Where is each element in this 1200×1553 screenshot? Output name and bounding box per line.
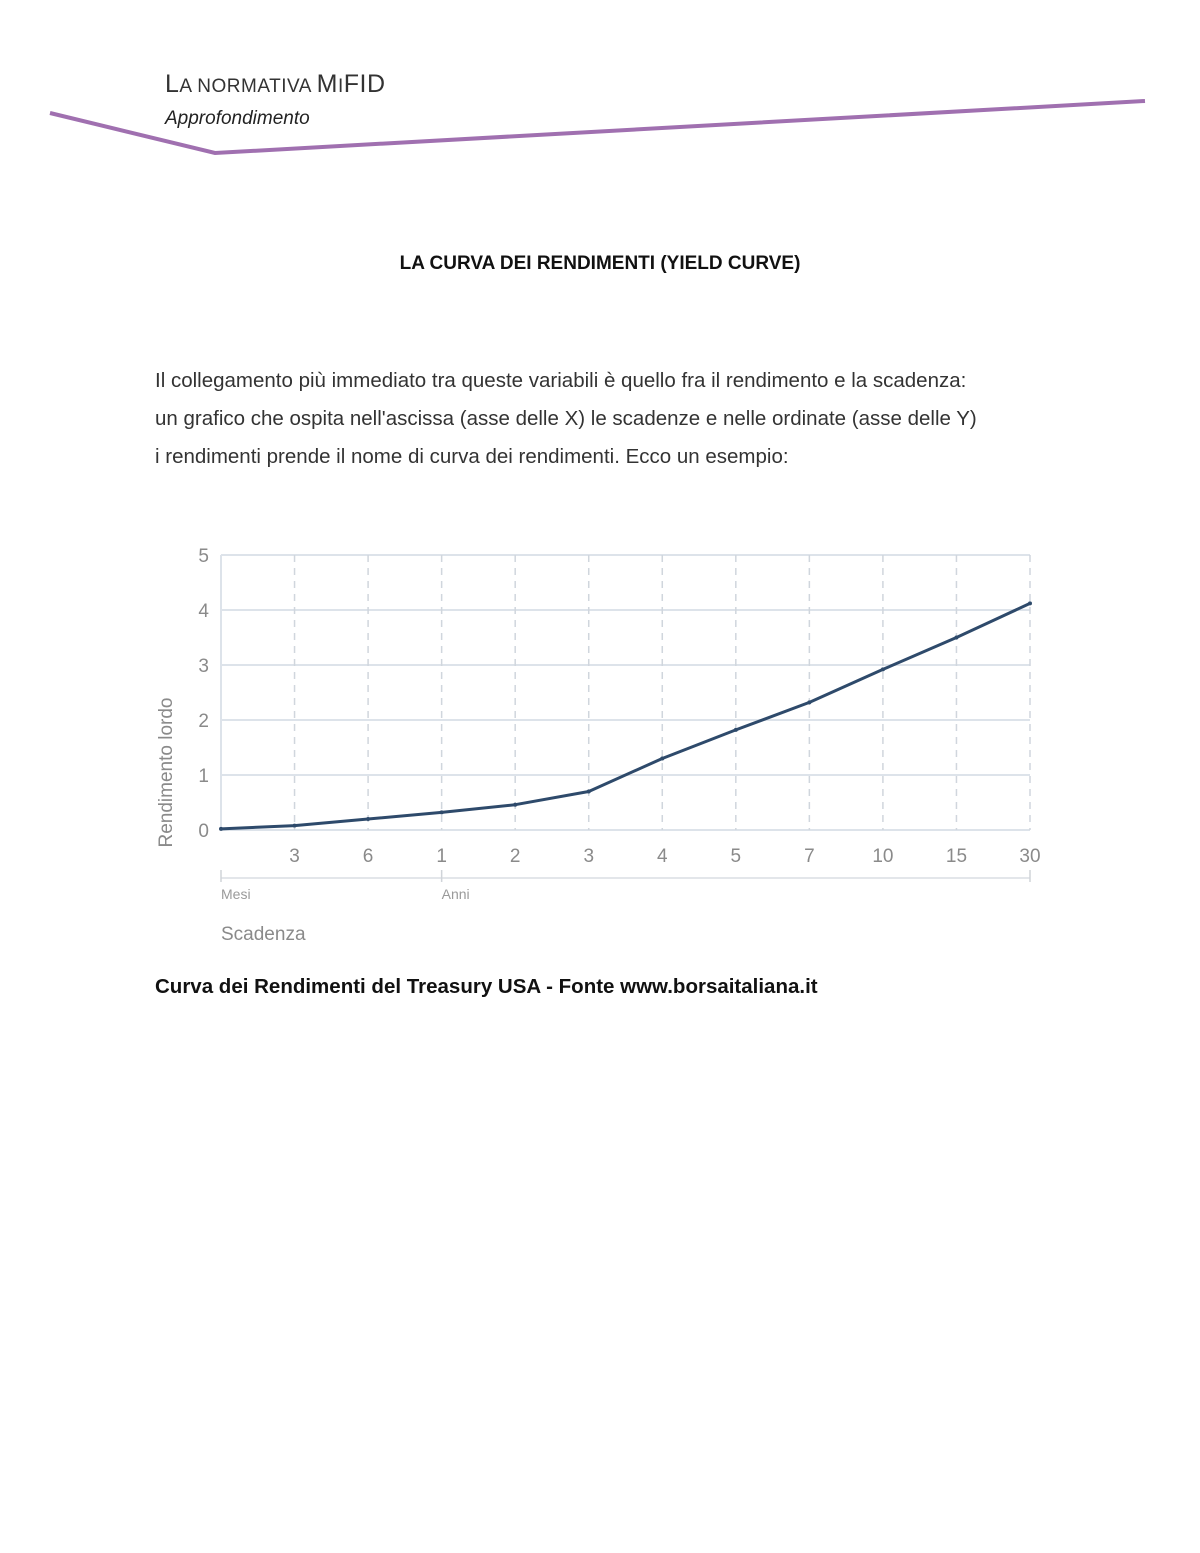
data-point: [440, 810, 444, 814]
x-tick-label: 3: [289, 846, 300, 867]
y-tick-label: 0: [198, 821, 209, 842]
paragraph-line: un grafico che ospita nell'ascissa (asse delle X) le scadenze e nelle ordinate (asse delle Y): [155, 407, 977, 430]
header-title-initial-2: M: [316, 70, 338, 98]
x-tick-label: 2: [509, 846, 521, 867]
x-tick-label: 10: [872, 846, 894, 867]
paragraph-line: i rendimenti prende il nome di curva dei rendimenti. Ecco un esempio:: [155, 445, 789, 468]
header-title-small-2: I: [338, 76, 344, 97]
y-axis-label: Rendimento lordo: [156, 697, 177, 848]
x-tick-label: 1: [436, 846, 447, 867]
data-point: [219, 827, 223, 831]
x-group-label: Anni: [441, 886, 470, 902]
y-tick-label: 4: [198, 601, 209, 622]
header-title-initial: L: [165, 70, 180, 98]
header-title-rest: FID: [343, 70, 386, 98]
data-point: [366, 817, 370, 821]
x-tick-label: 3: [583, 846, 595, 867]
x-tick-label: 5: [730, 846, 742, 867]
data-point: [734, 728, 738, 732]
header-title-small: A NORMATIVA: [179, 76, 317, 97]
x-tick-label: 4: [656, 846, 668, 867]
chart-series: [219, 601, 1032, 831]
x-tick-label: 30: [1019, 846, 1041, 867]
chart-x-ticks: [289, 846, 1040, 867]
chart-grid: [221, 555, 1030, 882]
chart-caption: Curva dei Rendimenti del Treasury USA - Fonte www.borsaitaliana.it: [155, 975, 818, 998]
data-point: [1028, 601, 1032, 605]
document-title: LA CURVA DEI RENDIMENTI (YIELD CURVE): [399, 253, 801, 274]
paragraph-line: Il collegamento più immediato tra queste variabili è quello fra il rendimento e la scadenza:: [155, 369, 967, 392]
header-title: [165, 70, 386, 99]
data-point: [807, 700, 811, 704]
x-tick-label: 7: [804, 846, 815, 867]
data-point: [293, 824, 297, 828]
y-tick-label: 5: [198, 546, 209, 567]
y-tick-label: 3: [198, 656, 209, 677]
x-tick-label: 6: [362, 846, 374, 867]
y-tick-label: 1: [198, 766, 209, 787]
x-tick-label: 15: [945, 846, 968, 867]
y-tick-label: 2: [198, 711, 209, 732]
data-point: [954, 636, 958, 640]
data-point: [587, 790, 591, 794]
chart-y-ticks: [198, 546, 209, 842]
data-point: [881, 667, 885, 671]
x-group-label: Mesi: [221, 886, 251, 902]
data-point: [513, 803, 517, 807]
x-axis-label: Scadenza: [221, 924, 306, 945]
data-point: [660, 757, 664, 761]
yield-curve-chart: [140, 535, 1060, 955]
body-paragraph: [155, 362, 1055, 476]
series-line: [221, 603, 1030, 829]
header-subtitle: Approfondimento: [165, 108, 310, 129]
